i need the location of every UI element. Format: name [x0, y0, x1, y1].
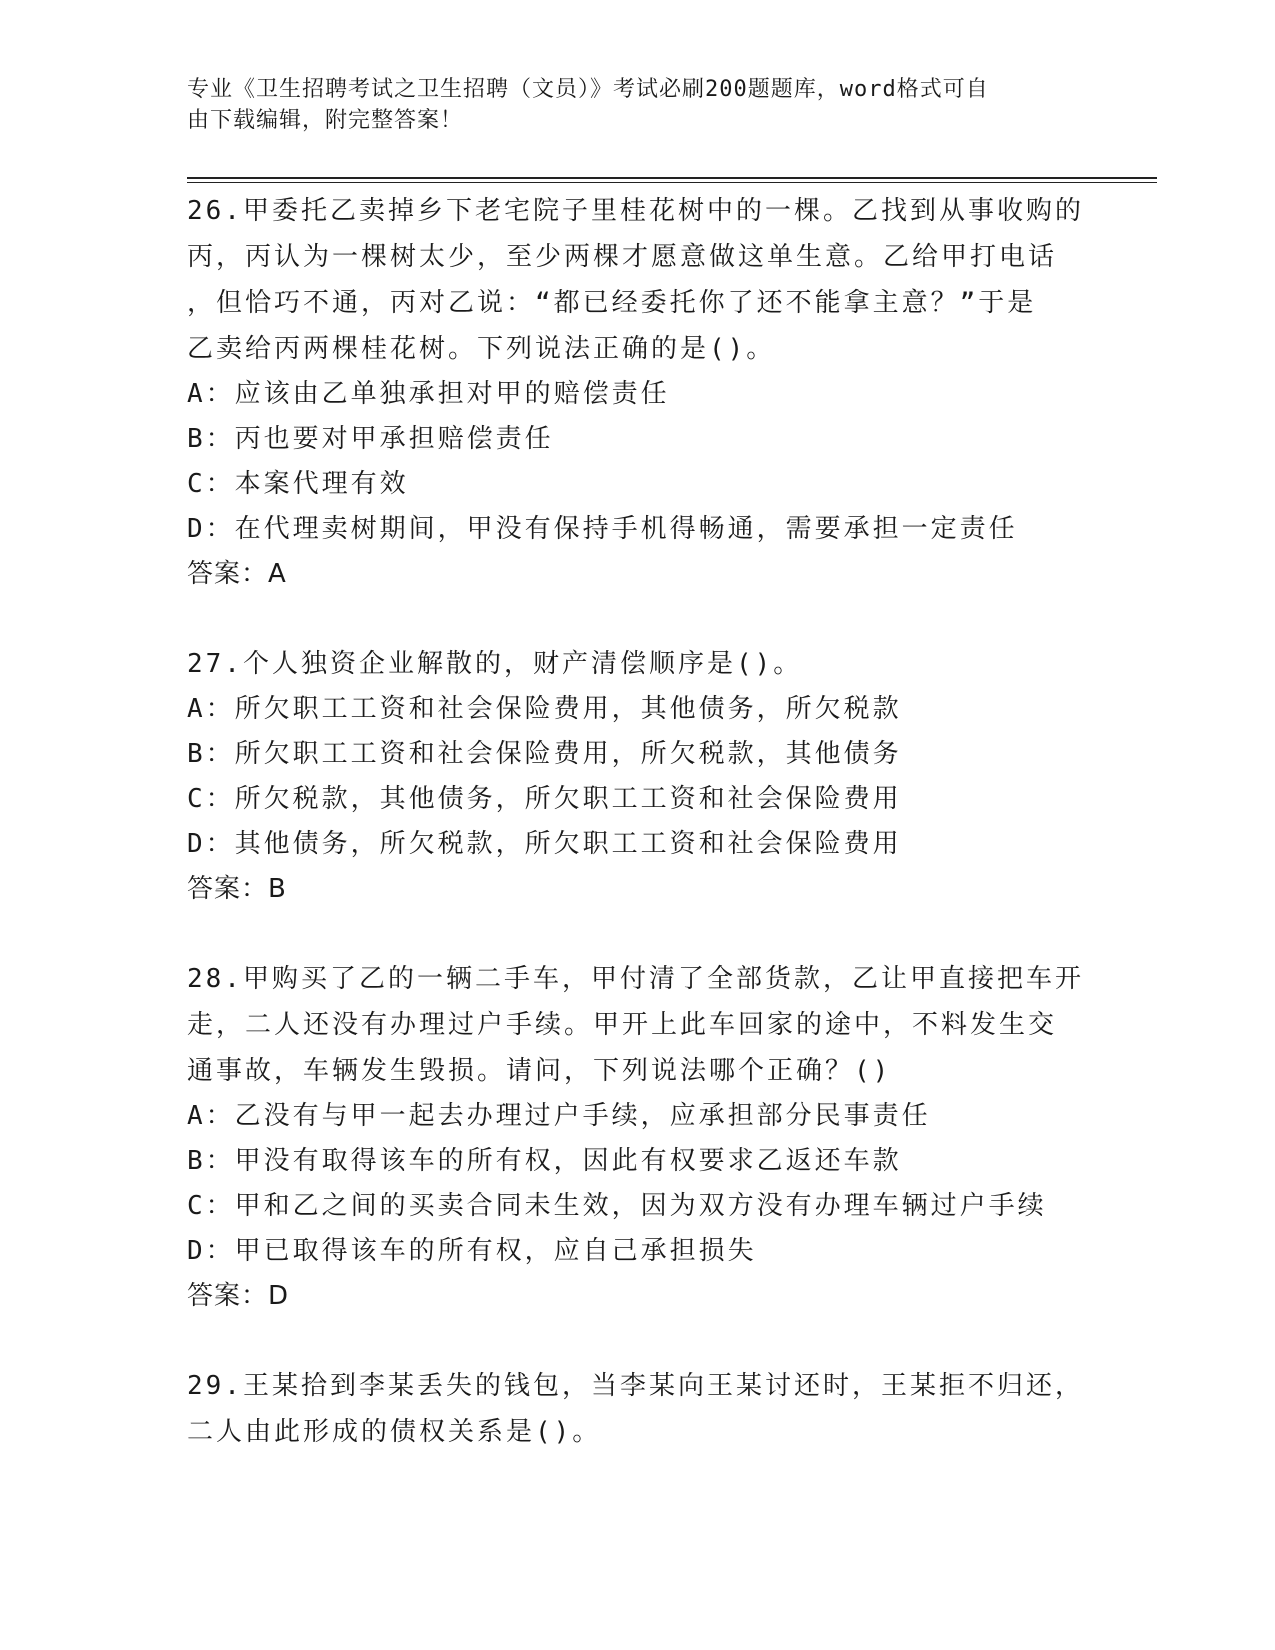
question-text-line: 通事故，车辆发生毁损。请问，下列说法哪个正确？() — [187, 1056, 892, 1086]
option-b: B：丙也要对甲承担赔偿责任 — [187, 424, 554, 454]
question-text-line: 26.甲委托乙卖掉乡下老宅院子里桂花树中的一棵。乙找到从事收购的 — [187, 196, 1084, 226]
option-c: C：所欠税款，其他债务，所欠职工工资和社会保险费用 — [187, 784, 902, 814]
header-line-2: 由下载编辑，附完整答案！ — [187, 108, 464, 133]
question-text-line: 28.甲购买了乙的一辆二手车，甲付清了全部货款，乙让甲直接把车开 — [187, 964, 1084, 994]
question-text-line: 丙，丙认为一棵树太少，至少两棵才愿意做这单生意。乙给甲打电话 — [187, 242, 1058, 272]
answer: 答案：A — [187, 559, 287, 589]
question-spacer — [187, 1319, 1087, 1363]
option-b: B：所欠职工工资和社会保险费用，所欠税款，其他债务 — [187, 739, 902, 769]
header-divider-bottom — [187, 182, 1157, 183]
question-text-line: 27.个人独资企业解散的，财产清偿顺序是()。 — [187, 649, 803, 679]
option-d: D：甲已取得该车的所有权，应自己承担损失 — [187, 1236, 757, 1266]
question-26 — [187, 188, 1087, 641]
option-b: B：甲没有取得该车的所有权，因此有权要求乙返还车款 — [187, 1146, 902, 1176]
option-d: D：其他债务，所欠税款，所欠职工工资和社会保险费用 — [187, 829, 902, 859]
header-line-1: 专业《卫生招聘考试之卫生招聘（文员）》考试必刷200题题库，word格式可自 — [187, 77, 989, 102]
answer: 答案：D — [187, 1281, 290, 1311]
header-divider-top — [187, 177, 1157, 179]
question-text-line: 乙卖给丙两棵桂花树。下列说法正确的是()。 — [187, 334, 776, 364]
option-d: D：在代理卖树期间，甲没有保持手机得畅通，需要承担一定责任 — [187, 514, 1018, 544]
option-c: C：本案代理有效 — [187, 469, 409, 499]
question-spacer — [187, 912, 1087, 956]
question-list — [187, 188, 1087, 1455]
question-text-line: 二人由此形成的债权关系是()。 — [187, 1417, 602, 1447]
question-27 — [187, 641, 1087, 956]
question-text-line: ，但恰巧不通，丙对乙说：“都已经委托你了还不能拿主意？”于是 — [187, 288, 1037, 318]
answer: 答案：B — [187, 874, 287, 904]
option-c: C：甲和乙之间的买卖合同未生效，因为双方没有办理车辆过户手续 — [187, 1191, 1047, 1221]
option-a: A：乙没有与甲一起去办理过户手续，应承担部分民事责任 — [187, 1101, 931, 1131]
question-29 — [187, 1363, 1087, 1455]
option-a: A：应该由乙单独承担对甲的赔偿责任 — [187, 379, 670, 409]
question-28 — [187, 956, 1087, 1363]
question-spacer — [187, 597, 1087, 641]
document-header — [187, 74, 1087, 136]
question-text-line: 走，二人还没有办理过户手续。甲开上此车回家的途中，不料发生交 — [187, 1010, 1058, 1040]
question-text-line: 29.王某拾到李某丢失的钱包，当李某向王某讨还时，王某拒不归还， — [187, 1371, 1084, 1401]
option-a: A：所欠职工工资和社会保险费用，其他债务，所欠税款 — [187, 694, 902, 724]
